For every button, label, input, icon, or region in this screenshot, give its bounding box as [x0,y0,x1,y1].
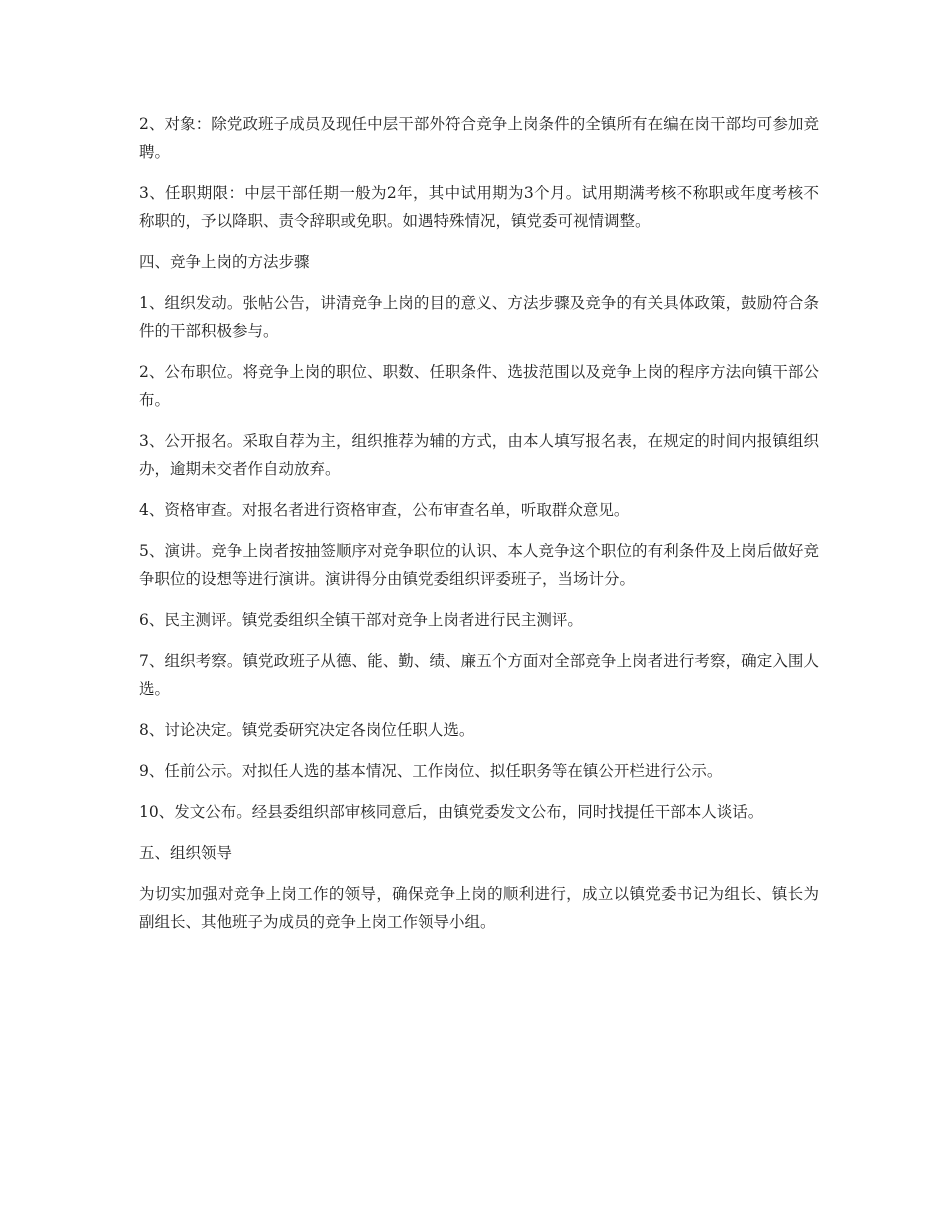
paragraph-step-3: 3、公开报名。采取自荐为主，组织推荐为辅的方式，由本人填写报名表，在规定的时间内报镇组织办，逾期未交者作自动放弃。 [139,432,819,478]
section-heading-4: 四、竞争上岗的方法步骤 [139,253,310,271]
paragraph-step-4: 4、资格审查。对报名者进行资格审查，公布审查名单，听取群众意见。 [139,501,630,519]
paragraph-step-7: 7、组织考察。镇党政班子从德、能、勤、绩、廉五个方面对全部竞争上岗者进行考察，确定入围人选。 [139,652,819,698]
paragraph-step-2: 2、公布职位。将竞争上岗的职位、职数、任职条件、选拔范围以及竞争上岗的程序方法向镇干部公布。 [139,363,819,409]
paragraph-leadership: 为切实加强对竞争上岗工作的领导，确保竞争上岗的顺利进行，成立以镇党委书记为组长、镇长为副组长、其他班子为成员的竞争上岗工作领导小组。 [139,885,819,931]
paragraph-target: 2、对象：除党政班子成员及现任中层干部外符合竞争上岗条件的全镇所有在编在岗干部均可参加竞聘。 [139,115,819,161]
paragraph-step-8: 8、讨论决定。镇党委研究决定各岗位任职人选。 [139,721,475,739]
document-body [139,110,819,949]
paragraph-term: 3、任职期限：中层干部任期一般为2年，其中试用期为3个月。试用期满考核不称职或年度考核不称职的，予以降职、责令辞职或免职。如遇特殊情况，镇党委可视情调整。 [139,184,819,230]
paragraph-step-9: 9、任前公示。对拟任人选的基本情况、工作岗位、拟任职务等在镇公开栏进行公示。 [139,762,723,780]
paragraph-step-5: 5、演讲。竞争上岗者按抽签顺序对竞争职位的认识、本人竞争这个职位的有利条件及上岗后做好竞争职位的设想等进行演讲。演讲得分由镇党委组织评委班子，当场计分。 [139,542,819,588]
paragraph-step-10: 10、发文公布。经县委组织部审核同意后，由镇党委发文公布，同时找提任干部本人谈话。 [139,803,764,821]
paragraph-step-6: 6、民主测评。镇党委组织全镇干部对竞争上岗者进行民主测评。 [139,611,583,629]
section-heading-5: 五、组织领导 [139,844,233,862]
paragraph-step-1: 1、组织发动。张帖公告，讲清竞争上岗的目的意义、方法步骤及竞争的有关具体政策，鼓励符合条件的干部积极参与。 [139,294,819,340]
